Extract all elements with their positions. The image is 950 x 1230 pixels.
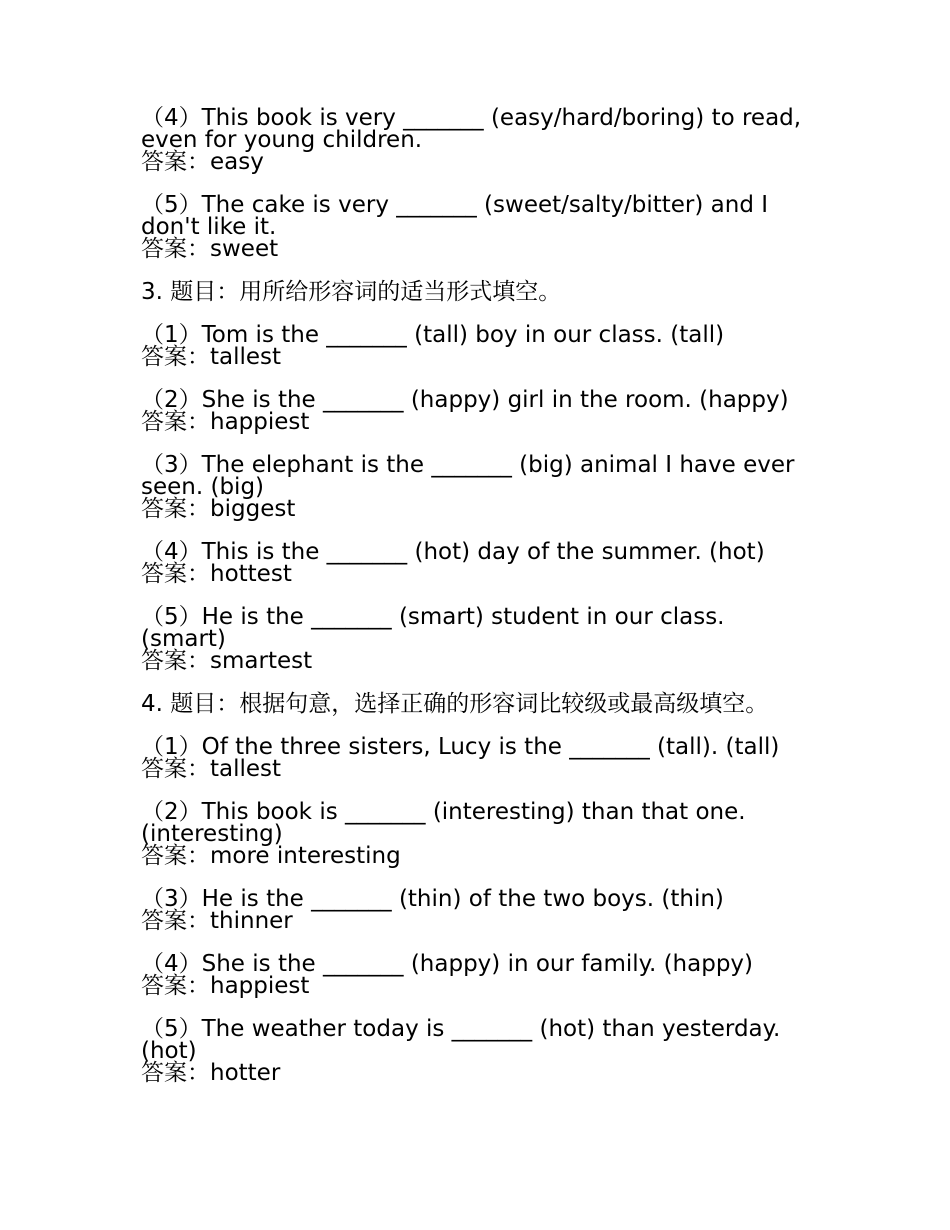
question-item (141, 888, 813, 932)
question-text: （2）This book is _______ (interesting) than that one. (interesting) (141, 799, 746, 847)
question-text: （3）He is the _______ (thin) of the two boys. (thin) (141, 886, 724, 912)
answer-text: 答案：thinner (141, 908, 293, 934)
question-item (141, 541, 813, 585)
answer-text: 答案：smartest (141, 648, 313, 674)
question-item (141, 107, 813, 173)
question-text: （1）Tom is the _______ (tall) boy in our class. (tall) (141, 322, 725, 348)
answer-text: 答案：tallest (141, 344, 282, 370)
question-item (141, 801, 813, 867)
answer-text: 答案：happiest (141, 973, 310, 999)
section-heading: 4. 题目：根据句意，选择正确的形容词比较级或最高级填空。 (141, 691, 769, 717)
answer-text: 答案：more interesting (141, 843, 401, 869)
question-text: （4）She is the _______ (happy) in our family. (happy) (141, 951, 754, 977)
section-heading: 3. 题目：用所给形容词的适当形式填空。 (141, 279, 562, 305)
question-item (141, 953, 813, 997)
question-text: （3）The elephant is the _______ (big) animal I have ever seen. (big) (141, 452, 795, 500)
answer-text: 答案：easy (141, 149, 264, 175)
question-text: （2）She is the _______ (happy) girl in the room. (happy) (141, 387, 789, 413)
question-item (141, 606, 813, 672)
question-text: （4）This is the _______ (hot) day of the summer. (hot) (141, 539, 765, 565)
question-item (141, 324, 813, 368)
question-text: （5）He is the _______ (smart) student in our class. (smart) (141, 604, 725, 652)
question-text: （5）The weather today is _______ (hot) than yesterday. (hot) (141, 1016, 781, 1064)
question-item (141, 194, 813, 260)
answer-text: 答案：hotter (141, 1060, 281, 1086)
answer-text: 答案：sweet (141, 236, 279, 262)
question-item (141, 389, 813, 433)
answer-text: 答案：biggest (141, 496, 296, 522)
question-item (141, 454, 813, 520)
question-text: （5）The cake is very _______ (sweet/salty/bitter) and I don't like it. (141, 192, 769, 240)
document-page (141, 107, 813, 1105)
question-item (141, 736, 813, 780)
answer-text: 答案：happiest (141, 409, 310, 435)
answer-text: 答案：tallest (141, 756, 282, 782)
question-text: （1）Of the three sisters, Lucy is the _______ (tall). (tall) (141, 734, 780, 760)
answer-text: 答案：hottest (141, 561, 292, 587)
question-item (141, 1018, 813, 1084)
question-text: （4）This book is very _______ (easy/hard/boring) to read, even for young children. (141, 105, 802, 153)
